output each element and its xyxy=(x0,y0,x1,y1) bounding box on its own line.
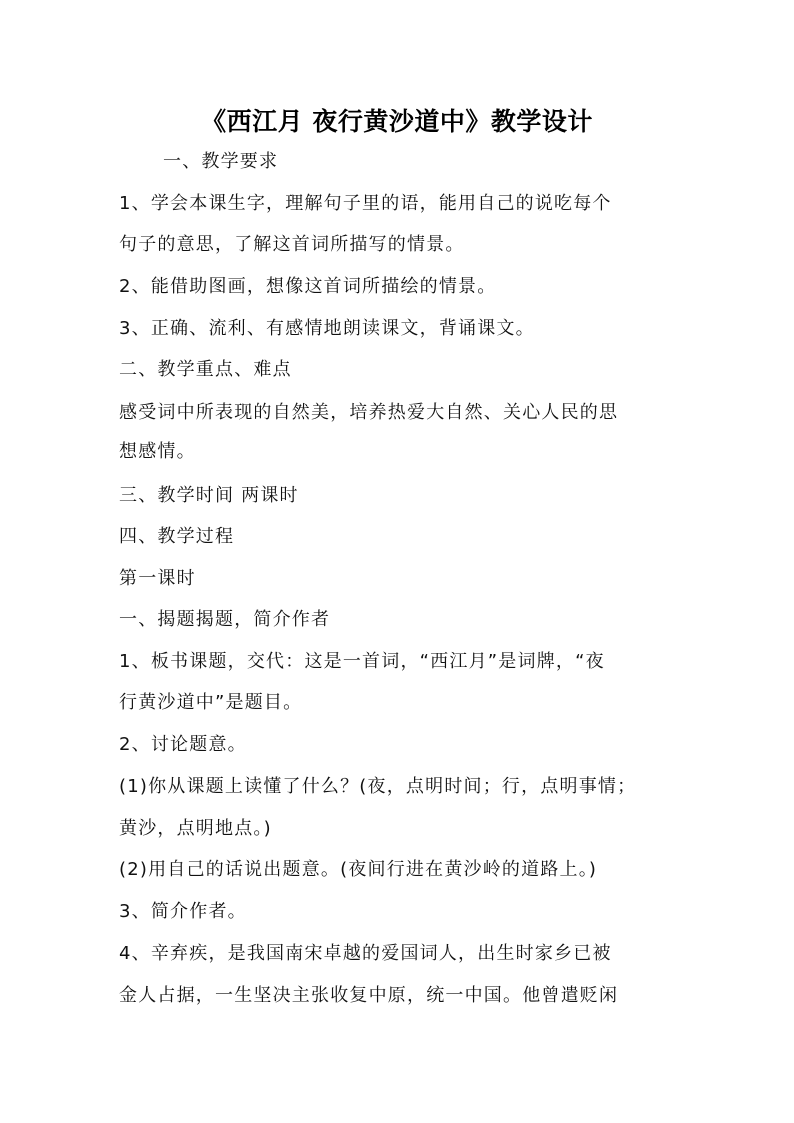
paragraph-line: 1、学会本课生字，理解句子里的语，能用自己的说吃每个 xyxy=(119,193,612,214)
section-heading-requirements: 一、教学要求 xyxy=(163,151,279,172)
paragraph-line: 金人占据，一生坚决主张收复中原，统一中国。他曾遣贬闲 xyxy=(119,985,619,1006)
paragraph-line: 2、讨论题意。 xyxy=(119,734,247,755)
step-heading: 一、揭题揭题，简介作者 xyxy=(119,609,331,630)
paragraph-line: 3、正确、流利、有感情地朗读课文，背诵课文。 xyxy=(119,318,535,339)
paragraph-line: 感受词中所表现的自然美，培养热爱大自然、关心人民的思 xyxy=(119,402,619,423)
lesson-heading: 第一课时 xyxy=(119,568,196,589)
paragraph-line: 行黄沙道中”是题目。 xyxy=(119,692,303,713)
section-heading-key-points: 二、教学重点、难点 xyxy=(119,359,292,380)
paragraph-line: 3、简介作者。 xyxy=(119,901,247,922)
paragraph-line: 2、能借助图画，想像这首词所描绘的情景。 xyxy=(119,276,497,297)
section-heading-time: 三、教学时间 两课时 xyxy=(119,485,299,506)
paragraph-line: 黄沙，点明地点。) xyxy=(119,818,272,839)
section-heading-process: 四、教学过程 xyxy=(119,526,235,547)
document-title: 《西江月 夜行黄沙道中》教学设计 xyxy=(201,107,593,136)
paragraph-line: 1、板书课题，交代：这是一首词，“西江月”是词牌，“夜 xyxy=(119,651,605,672)
paragraph-line: 句子的意思，了解这首词所描写的情景。 xyxy=(119,234,465,255)
paragraph-line: 想感情。 xyxy=(119,441,196,462)
paragraph-line: (1)你从课题上读懂了什么？(夜，点明时间；行，点明事情； xyxy=(119,776,637,797)
paragraph-line: (2)用自己的话说出题意。(夜间行进在黄沙岭的道路上。) xyxy=(119,859,598,880)
paragraph-line: 4、辛弃疾，是我国南宋卓越的爱国词人，出生时家乡已被 xyxy=(119,943,612,964)
